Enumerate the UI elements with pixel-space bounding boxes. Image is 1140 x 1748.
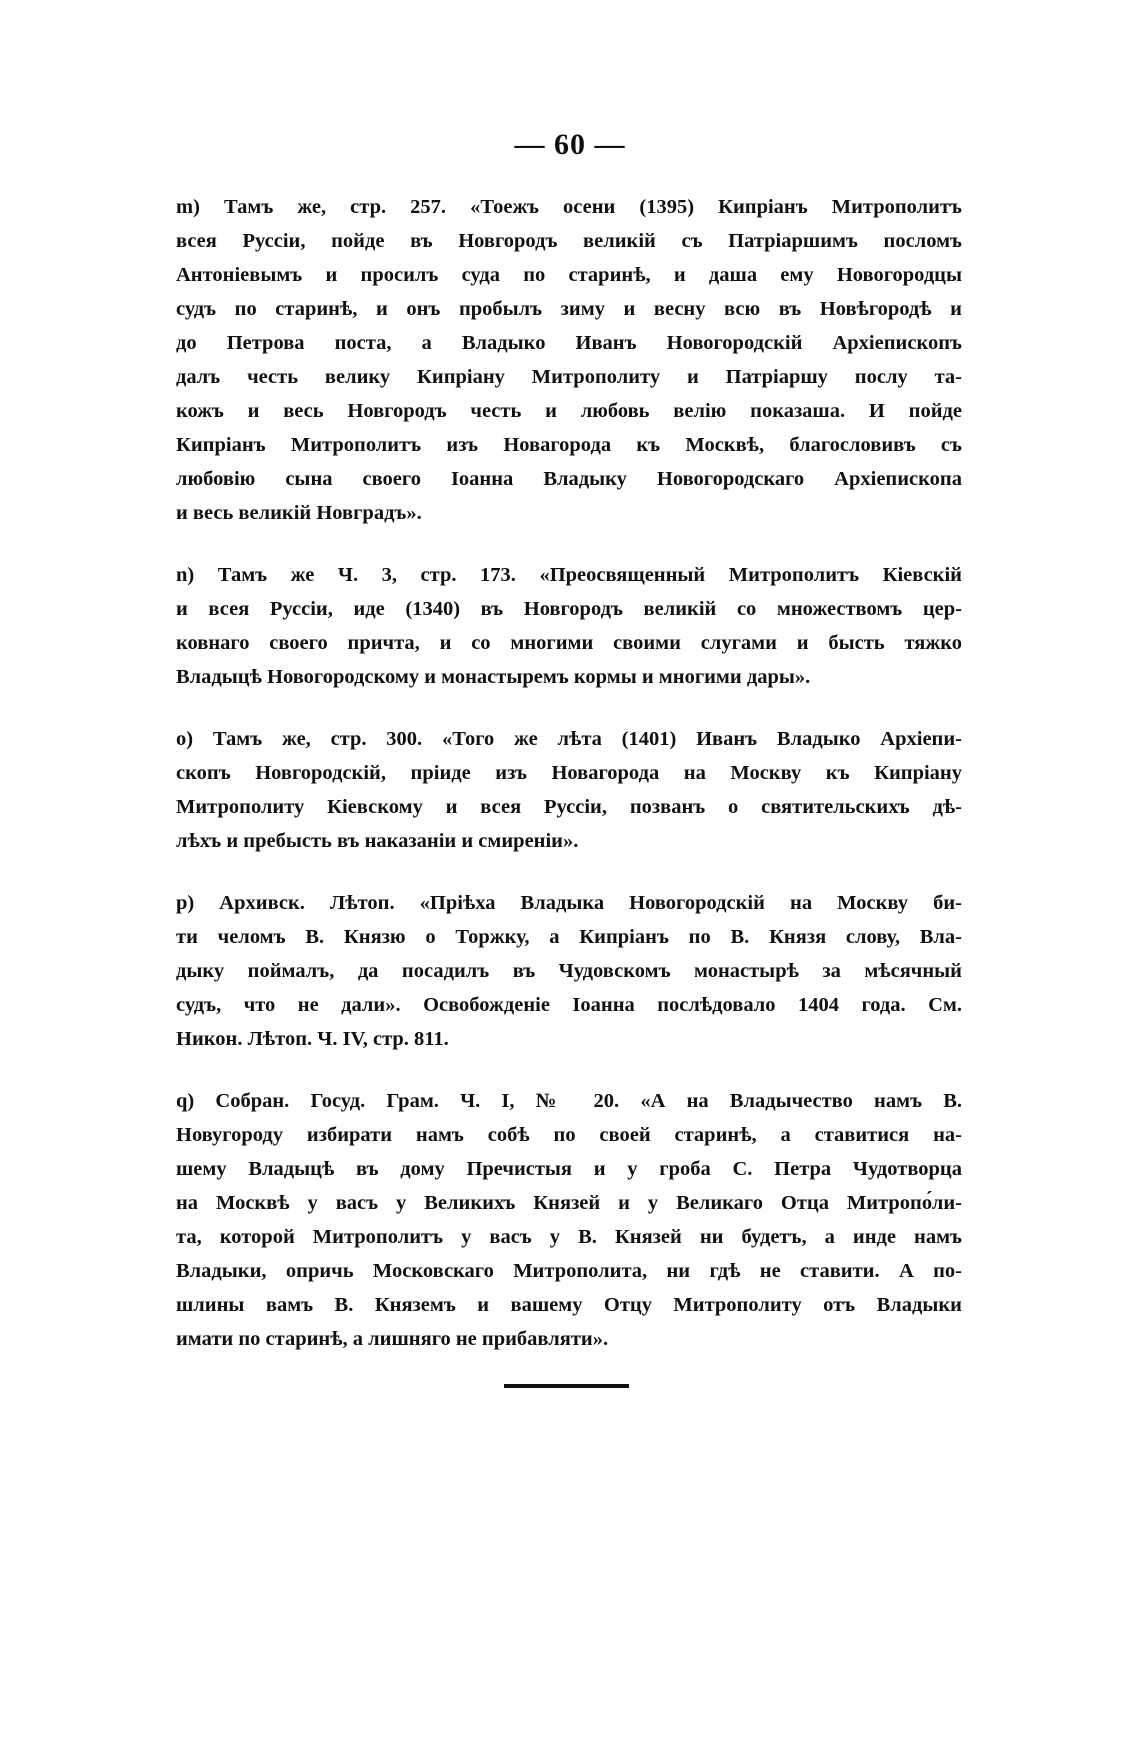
text-line: Никон. Лѣтоп. Ч. IV, стр. 811. bbox=[176, 1028, 449, 1050]
text-line: m) Тамъ же, стр. 257. «Тоежъ осени (1395) Кипріанъ Митрополитъ bbox=[176, 196, 962, 218]
text-line: имати по старинѣ, а лишняго не прибавляти». bbox=[176, 1328, 609, 1350]
text-line: Антоніевымъ и просилъ суда по старинѣ, и даша ему Новогородцы bbox=[176, 264, 962, 286]
text-line: до Петрова поста, а Владыко Иванъ Новогородскій Архіепископъ bbox=[176, 332, 962, 354]
footnote-m bbox=[176, 190, 962, 530]
page-number: — 60 — bbox=[514, 128, 626, 161]
text-line: o) Тамъ же, стр. 300. «Того же лѣта (1401) Иванъ Владыко Архіепи- bbox=[176, 728, 962, 750]
text-line: Митрополиту Кіевскому и всея Руссіи, позванъ о святительскихъ дѣ- bbox=[176, 796, 962, 818]
text-line: та, которой Митрополитъ у васъ у В. Князей ни будетъ, а инде намъ bbox=[176, 1226, 962, 1248]
footnotes bbox=[176, 190, 962, 1384]
text-line: судъ, что не дали». Освобожденіе Іоанна послѣдовало 1404 года. См. bbox=[176, 994, 962, 1016]
text-line: на Москвѣ у васъ у Великихъ Князей и у Великаго Отца Митропо́ли- bbox=[176, 1192, 962, 1214]
text-line: далъ честь велику Кипріану Митрополиту и Патріаршу послу та- bbox=[176, 366, 962, 388]
footnote-q bbox=[176, 1084, 962, 1356]
text-line: всея Руссіи, пойде въ Новгородъ великій съ Патріаршимъ посломъ bbox=[176, 230, 962, 252]
footnote-o bbox=[176, 722, 962, 858]
text-line: и весь великій Новградъ». bbox=[176, 502, 422, 524]
footnote-n bbox=[176, 558, 962, 694]
text-line: p) Архивск. Лѣтоп. «Пріѣха Владыка Новогородскій на Москву би- bbox=[176, 892, 962, 914]
text-line: Кипріанъ Митрополитъ изъ Новагорода къ Москвѣ, благословивъ съ bbox=[176, 434, 962, 456]
text-line: ти челомъ В. Князю о Торжку, а Кипріанъ по В. Князя слову, Вла- bbox=[176, 926, 962, 948]
text-line: Новугороду избирати намъ собѣ по своей старинѣ, а ставитися на- bbox=[176, 1124, 962, 1146]
text-line: кожъ и весь Новгородъ честь и любовь велію показаша. И пойде bbox=[176, 400, 962, 422]
text-line: Владыки, опричь Московскаго Митрополита, ни гдѣ не ставити. А по- bbox=[176, 1260, 962, 1282]
text-line: Владыцѣ Новогородскому и монастыремъ кормы и многими дары». bbox=[176, 666, 811, 688]
text-line: судъ по старинѣ, и онъ пробылъ зиму и весну всю въ Новѣгородѣ и bbox=[176, 298, 962, 320]
text-line: и всея Руссіи, иде (1340) въ Новгородъ великій со множествомъ цер- bbox=[176, 598, 962, 620]
text-line: ковнаго своего причта, и со многими своими слугами и бысть тяжко bbox=[176, 632, 962, 654]
text-line: q) Собран. Госуд. Грам. Ч. I, № 20. «А на Владычество намъ В. bbox=[176, 1090, 962, 1112]
text-line: лѣхъ и пребысть въ наказаніи и смиреніи». bbox=[176, 830, 579, 852]
text-line: любовію сына своего Іоанна Владыку Новогородскаго Архіепископа bbox=[176, 468, 962, 490]
footnote-p bbox=[176, 886, 962, 1056]
text-line: шему Владыцѣ въ дому Пречистыя и у гроба С. Петра Чудотворца bbox=[176, 1158, 962, 1180]
text-line: скопъ Новгородскій, пріиде изъ Новагорода на Москву къ Кипріану bbox=[176, 762, 962, 784]
text-line: шлины вамъ В. Княземъ и вашему Отцу Митрополиту отъ Владыки bbox=[176, 1294, 962, 1316]
text-line: n) Тамъ же Ч. 3, стр. 173. «Преосвященный Митрополитъ Кіевскій bbox=[176, 564, 962, 586]
closing-rule bbox=[504, 1384, 629, 1388]
text-line: дыку поймалъ, да посадилъ въ Чудовскомъ монастырѣ за мѣсячный bbox=[176, 960, 962, 982]
